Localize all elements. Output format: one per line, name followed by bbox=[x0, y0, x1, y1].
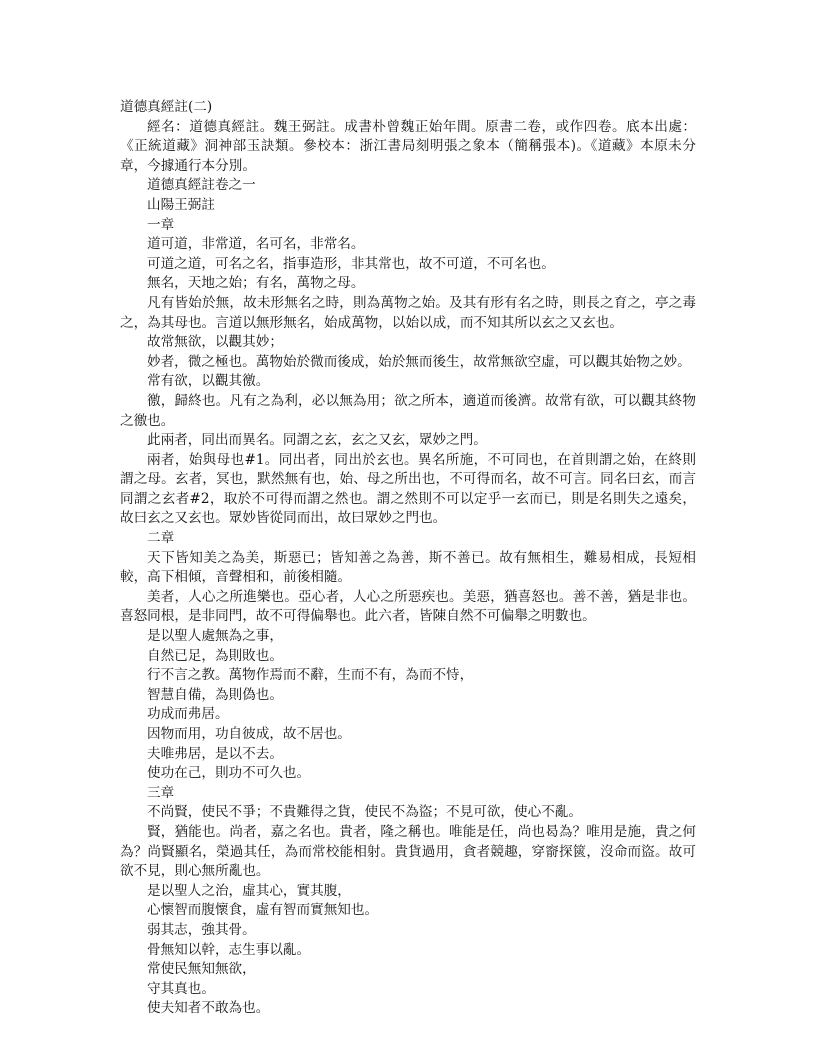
scripture-line: 功成而弗居。 bbox=[147, 706, 229, 723]
commentary-line: 自然已足，為則敗也。 bbox=[147, 647, 283, 664]
scripture-line: 行不言之教。萬物作焉而不辭，生而不有，為而不恃， bbox=[147, 667, 474, 684]
commentary-line: 徼，歸終也。凡有之為利，必以無為用；欲之所本，適道而後濟。故常有欲，可以觀其終物之徼也。 bbox=[120, 392, 696, 429]
volume-heading: 道德真經註卷之一 bbox=[147, 177, 256, 194]
commentary-line: 兩者，始與母也#1。同出者，同出於玄也。異名所施，不可同也，在首則謂之始，在終則謂之母。玄者，冥也，默然無有也，始、母之所出也，不可得而名，故不可言。同名曰玄，而言同謂之玄者#2，取於不可得而謂之然也。謂之然則不可以定乎一玄而已，則是名則失之遠矣，故曰玄之又玄也。眾妙皆從同而出，故曰眾妙之門也。 bbox=[120, 451, 696, 527]
commentary-line: 賢，猶能也。尚者，嘉之名也。貴者，隆之稱也。唯能是任，尚也曷為？唯用是施，貴之何為？尚賢顯名，榮過其任，為而常校能相射。貴貨過用，貪者競趣，穿窬探篋，沒命而盜。故可欲不見，則心無所亂也。 bbox=[120, 823, 696, 880]
commentary-line: 心懷智而腹懷食，虛有智而實無知也。 bbox=[147, 902, 379, 919]
scripture-line: 無名，天地之始；有名，萬物之母。 bbox=[147, 275, 365, 292]
document-title: 道德真經註(二) bbox=[120, 99, 213, 115]
scripture-line: 夫唯弗居，是以不去。 bbox=[147, 745, 283, 762]
chapter-heading-2: 二章 bbox=[147, 530, 175, 547]
commentary-line: 凡有皆始於無，故未形無名之時，則為萬物之始。及其有形有名之時，則長之育之，亭之毒之，為其母也。言道以無形無名，始成萬物，以始以成，而不知其所以玄之又玄也。 bbox=[120, 294, 696, 331]
commentary-line: 守其真也。 bbox=[147, 980, 215, 997]
scripture-line: 常使民無知無欲， bbox=[147, 961, 256, 978]
scripture-line: 是以聖人之治，虛其心，實其腹， bbox=[147, 882, 351, 899]
chapter-heading-3: 三章 bbox=[147, 784, 175, 801]
scripture-line: 天下皆知美之為美，斯惡已；皆知善之為善，斯不善已。故有無相生，難易相成，長短相較，高下相傾，音聲相和，前後相隨。 bbox=[120, 549, 696, 586]
scripture-line: 不尚賢，使民不爭；不貴難得之貨，使民不為盜；不見可欲，使心不亂。 bbox=[147, 804, 582, 821]
commentary-line: 骨無知以幹，志生事以亂。 bbox=[147, 941, 311, 958]
commentary-line: 可道之道，可名之名，指事造形，非其常也，故不可道，不可名也。 bbox=[147, 255, 555, 272]
scripture-line: 是以聖人處無為之事， bbox=[147, 628, 283, 645]
document-page bbox=[120, 98, 696, 1019]
commentary-line: 因物而用，功自彼成，故不居也。 bbox=[147, 726, 351, 742]
chapter-heading-1: 一章 bbox=[147, 216, 175, 233]
scripture-line: 常有欲，以觀其徼。 bbox=[147, 373, 270, 390]
commentary-line: 使功在己，則功不可久也。 bbox=[147, 765, 311, 782]
scripture-line: 弱其志，強其骨。 bbox=[147, 921, 256, 938]
paragraph-preface: 經名：道德真經註。魏王弼註。成書朴曾魏正始年間。原書二卷，或作四卷。底本出處：《正統道藏》洞神部玉訣類。參校本：浙江書局刻明張之象本（簡稱張本)。《道藏》本原未分章，今據通行本分別。 bbox=[120, 118, 696, 174]
scripture-line: 使夫知者不敢為也。 bbox=[147, 1000, 270, 1017]
scripture-line: 道可道，非常道，名可名，非常名。 bbox=[147, 236, 365, 253]
scripture-line: 此兩者，同出而異名。同謂之玄，玄之又玄，眾妙之門。 bbox=[147, 432, 487, 449]
scripture-line: 故常無欲，以觀其妙； bbox=[147, 334, 283, 351]
commentary-line: 妙者，微之極也。萬物始於微而後成，始於無而後生，故常無欲空虛，可以觀其始物之妙。 bbox=[147, 353, 691, 370]
author-line: 山陽王弼註 bbox=[147, 196, 215, 213]
commentary-line: 智慧自備，為則偽也。 bbox=[147, 686, 283, 703]
commentary-line: 美者，人心之所進樂也。亞心者，人心之所惡疾也。美惡，猶喜怒也。善不善，猶是非也。喜怒同根，是非同門，故不可得偏舉也。此六者，皆陳自然不可偏舉之明數也。 bbox=[120, 588, 696, 625]
